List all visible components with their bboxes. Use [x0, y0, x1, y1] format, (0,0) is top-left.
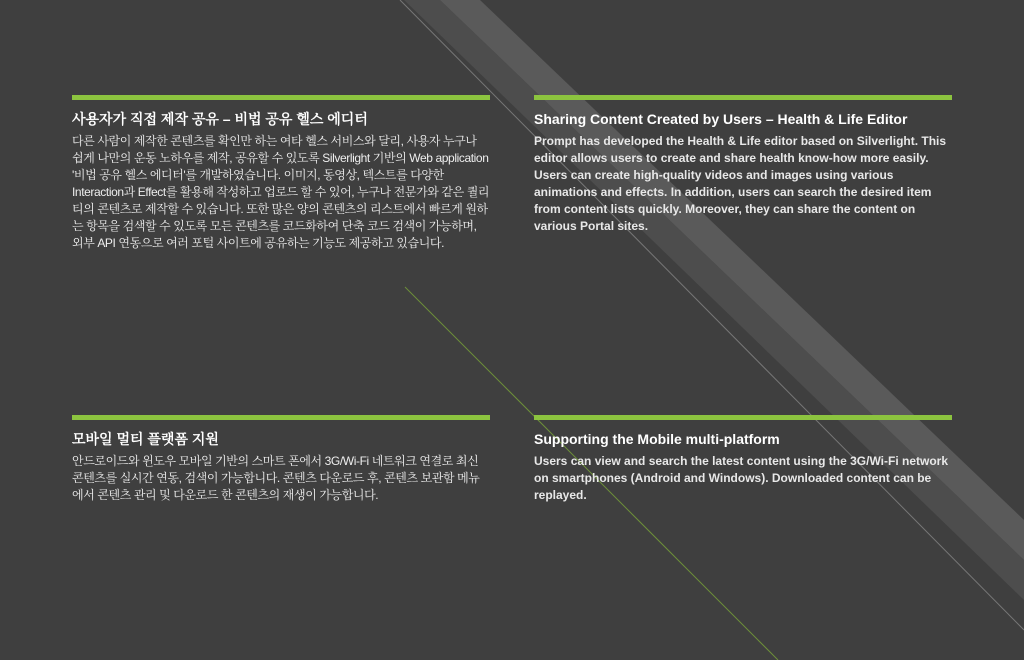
section-ko-mobile: [72, 415, 490, 504]
section-ko-editor: [72, 95, 490, 252]
section-body: 다른 사람이 제작한 콘텐츠를 확인만 하는 여타 헬스 서비스와 달리, 사용자 누구나 쉽게 나만의 운동 노하우를 제작, 공유할 수 있도록 Silverlight 기반의 Web application '비법 공유 헬스 에디터'를 개발하였습니다. 이미지, 동영상, 텍스트를 다양한 Interaction과 Effect를 활용해 작성하고 업로드 할 수 있어, 누구나 전문가와 같은 퀄리티의 콘텐츠로 제작할 수 있습니다. 또한 많은 양의 콘텐츠의 리스트에서 빠르게 원하는 항목을 검색할 수 있도록 모든 콘텐츠를 코드화하여 단축 코드 검색이 가능하며, 외부 API 연동으로 여러 포털 사이트에 공유하는 기능도 제공하고 있습니다.: [72, 134, 490, 250]
section-title: 모바일 멀티 플랫폼 지원: [72, 431, 219, 447]
section-title: Sharing Content Created by Users – Health & Life Editor: [534, 111, 908, 127]
section-title: 사용자가 직접 제작 공유 – 비법 공유 헬스 에디터: [72, 111, 368, 127]
section-en-editor: [534, 95, 952, 235]
section-en-mobile: [534, 415, 952, 504]
accent-bar: [72, 415, 490, 420]
section-title: Supporting the Mobile multi-platform: [534, 431, 780, 447]
accent-bar: [534, 95, 952, 100]
section-body: Users can view and search the latest content using the 3G/Wi-Fi network on smartphones (Android and Windows). Downloaded content can be replayed.: [534, 454, 948, 502]
section-body: Prompt has developed the Health & Life editor based on Silverlight. This editor allows users to create and share health know-how more easily. Users can create high-quality videos and images using various animations and effects. In addition, users can search the desired item from content lists quickly. Moreover, they can share the content on various Portal sites.: [534, 134, 947, 233]
diagonal-stripe-wide: [404, 0, 1024, 600]
accent-bar: [534, 415, 952, 420]
section-body: 안드로이드와 윈도우 모바일 기반의 스마트 폰에서 3G/Wi-Fi 네트워크 연결로 최신 콘텐츠를 실시간 연동, 검색이 가능합니다. 콘텐츠 다운로드 후, 콘텐츠 보관함 메뉴에서 콘텐츠 관리 및 다운로드 한 콘텐츠의 재생이 가능합니다.: [72, 454, 480, 502]
accent-bar: [72, 95, 490, 100]
